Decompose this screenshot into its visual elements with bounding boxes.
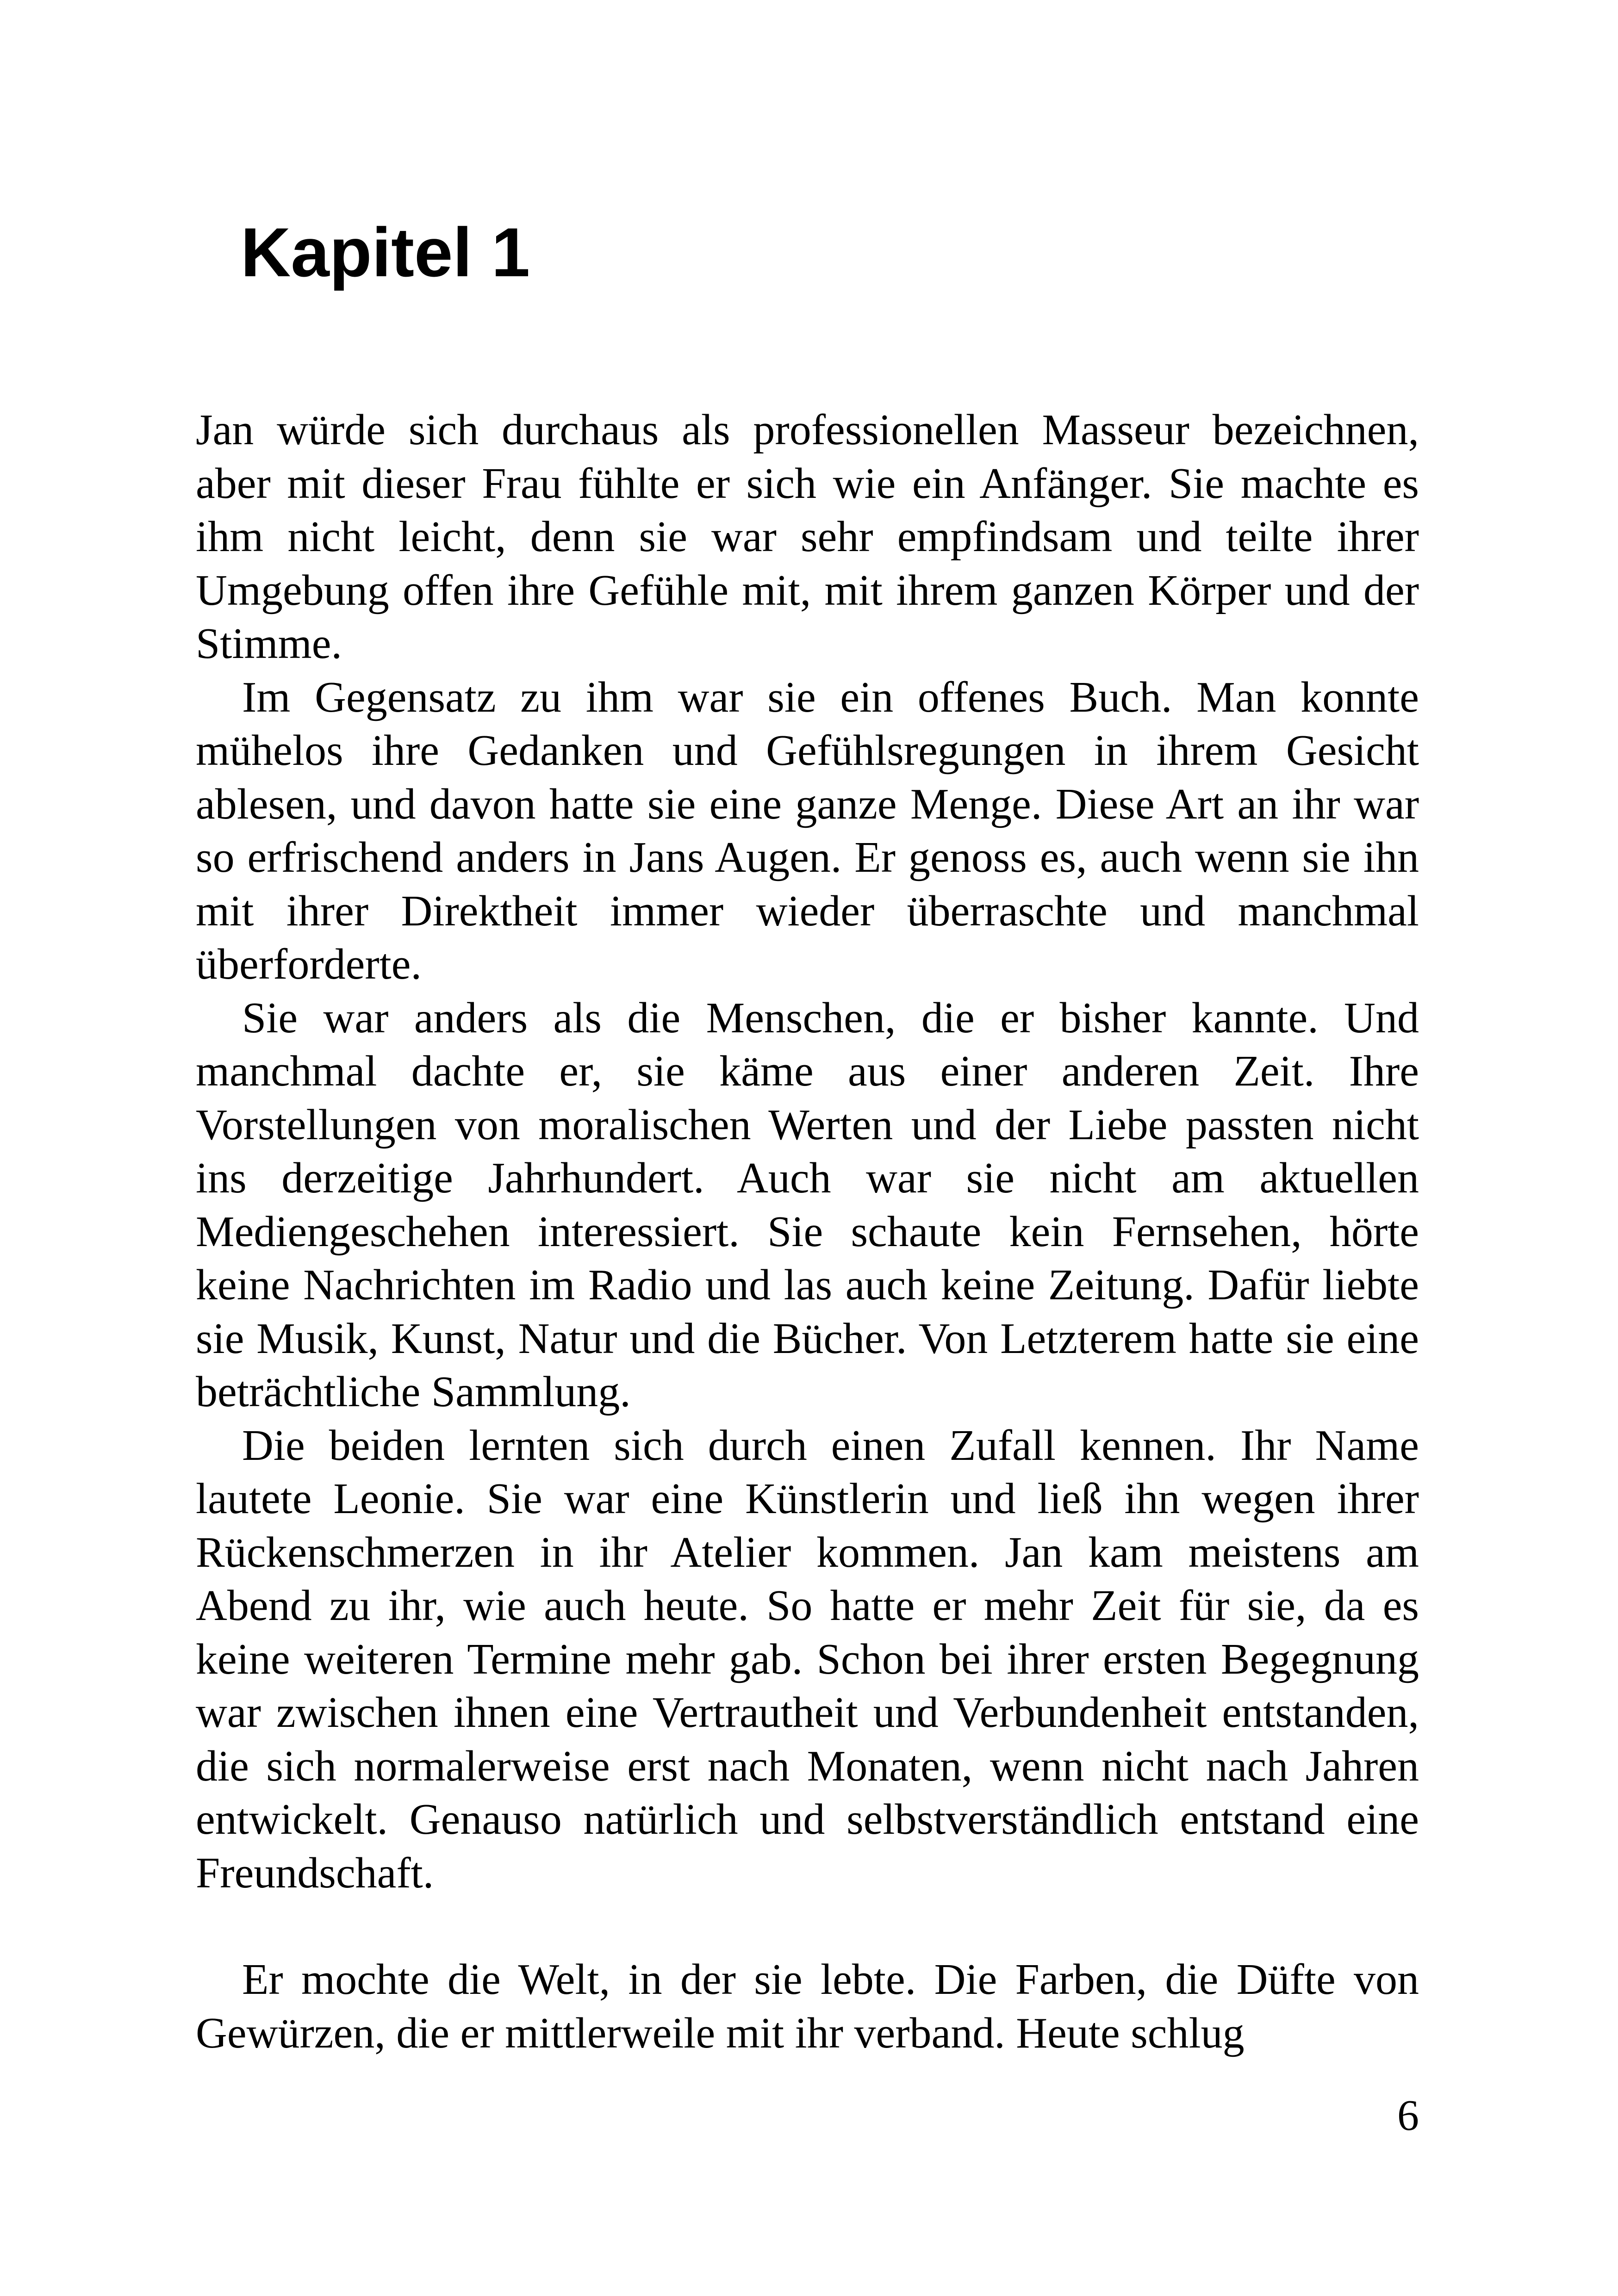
- paragraph: Die beiden lernten sich durch einen Zufall kennen. Ihr Name lautete Leonie. Sie war eine Künstlerin und ließ ihn wegen ihrer Rückenschmerzen in ihr Atelier kommen. Jan kam meistens am Abend zu ihr, wie auch heute. So hatte er mehr Zeit für sie, da es keine weiteren Termine mehr gab. Schon bei ihrer ersten Begegnung war zwischen ihnen eine Vertrautheit und Verbundenheit entstanden, die sich normalerweise erst nach Monaten, wenn nicht nach Jahren entwickelt. Genauso natürlich und selbstverständlich entstand eine Freundschaft.: [196, 1421, 1419, 1897]
- chapter-body: [196, 403, 1419, 2060]
- page-number: 6: [1397, 2091, 1419, 2140]
- paragraph: Er mochte die Welt, in der sie lebte. Die Farben, die Düfte von Gewürzen, die er mittlerweile mit ihr verband. Heute schlug: [196, 1955, 1419, 2057]
- chapter-title: Kapitel 1: [241, 213, 530, 291]
- paragraph: Jan würde sich durchaus als professionellen Masseur bezeichnen, aber mit dieser Frau fühlte er sich wie ein Anfänger. Sie machte es ihm nicht leicht, denn sie war sehr empfindsam und teilte ihrer Umgebung offen ihre Gefühle mit, mit ihrem ganzen Körper und der Stimme.: [196, 406, 1419, 668]
- paragraph: Sie war anders als die Menschen, die er bisher kannte. Und manchmal dachte er, sie käme aus einer anderen Zeit. Ihre Vorstellungen von moralischen Werten und der Liebe passten nicht ins derzeitige Jahrhundert. Auch war sie nicht am aktuellen Mediengeschehen interessiert. Sie schaute kein Fernsehen, hörte keine Nachrichten im Radio und las auch keine Zeitung. Dafür liebte sie Musik, Kunst, Natur und die Bücher. Von Letzterem hatte sie eine beträchtliche Sammlung.: [196, 993, 1419, 1416]
- paragraph: Im Gegensatz zu ihm war sie ein offenes Buch. Man konnte mühelos ihre Gedanken und Gefühlsregungen in ihrem Gesicht ablesen, und davon hatte sie eine ganze Menge. Diese Art an ihr war so erfrischend anders in Jans Augen. Er genoss es, auch wenn sie ihn mit ihrer Direktheit immer wieder überraschte und manchmal überforderte.: [196, 673, 1419, 988]
